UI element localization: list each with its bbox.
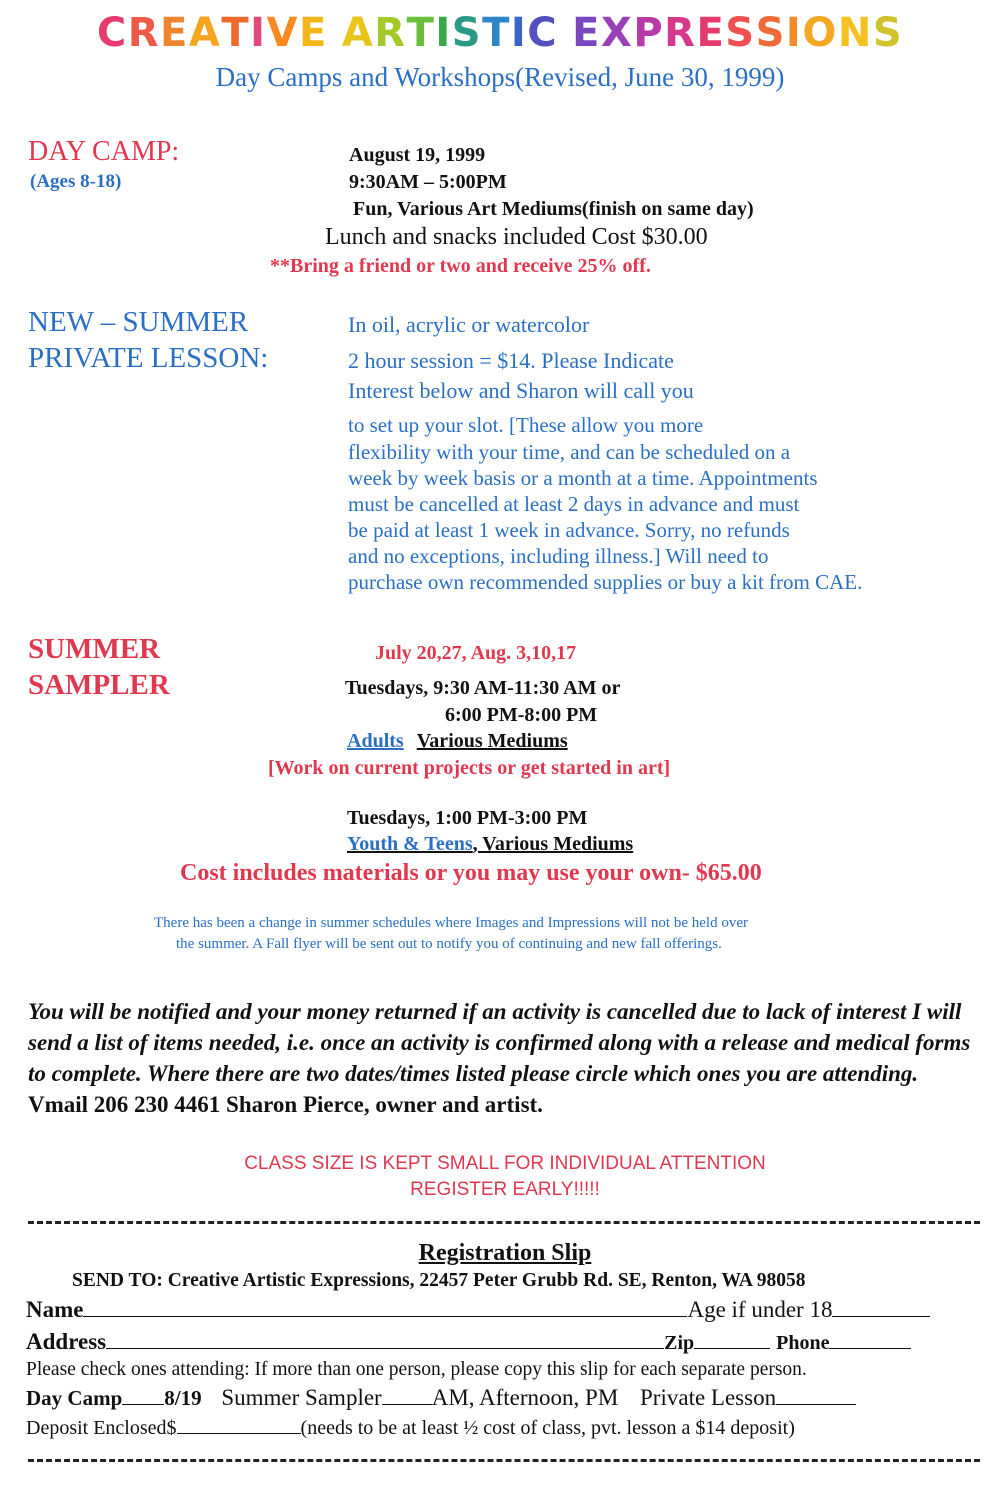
registration-sampler-options: AM, Afternoon, PM (431, 1385, 619, 1410)
registration-private-lesson-label: Private Lesson (640, 1385, 777, 1410)
flyer-subtitle: Day Camps and Workshops(Revised, June 30, 1999) (215, 62, 785, 92)
registration-title: Registration Slip (418, 1240, 592, 1266)
policy-paragraph (28, 996, 978, 1120)
private-lesson-line: Interest below and Sharon will call you (348, 378, 694, 403)
sampler-youth: Youth & Teens (347, 833, 473, 855)
private-lesson-label-2: PRIVATE LESSON: (28, 342, 269, 374)
sampler-youth-line (347, 833, 633, 856)
private-lesson-label-1: NEW – SUMMER (28, 306, 249, 338)
private-lesson-line: In oil, acrylic or watercolor (348, 312, 590, 337)
private-lesson-line: must be cancelled at least 2 days in advance and must (348, 492, 800, 516)
private-lesson-line: and no exceptions, including illness.] Will need to (348, 544, 769, 568)
sampler-adults-note: [Work on current projects or get started in art] (268, 757, 671, 779)
policy-text: You will be notified and your money returned if an activity is cancelled due to lack of interest I will send a list of items needed, i.e. once an activity is confirmed along with a release and medical forms to complete. Where there are two dates/times listed please circle which ones you are attending. (28, 999, 971, 1086)
registration-options-row (26, 1385, 856, 1411)
cut-line-top (28, 1221, 980, 1224)
sampler-youth-time: Tuesdays, 1:00 PM-3:00 PM (347, 807, 588, 829)
registration-deposit-label: Deposit Enclosed$ (26, 1417, 177, 1439)
phone-field[interactable] (829, 1331, 911, 1349)
class-size-note: CLASS SIZE IS KEPT SMALL FOR INDIVIDUAL ATTENTION (244, 1153, 766, 1174)
sampler-label-1: SUMMER (28, 633, 161, 665)
sampler-label-2: SAMPLER (28, 669, 170, 701)
registration-instructions: Please check ones attending: If more than one person, please copy this slip for each separate person. (26, 1359, 807, 1380)
private-lesson-line: purchase own recommended supplies or buy a kit from CAE. (348, 570, 863, 594)
sampler-youth-mediums: , Various Mediums (472, 833, 634, 855)
day-camp-label: DAY CAMP: (28, 136, 180, 167)
sampler-dates: July 20,27, Aug. 3,10,17 (375, 642, 577, 664)
private-lesson-line: to set up your slot. [These allow you more (348, 413, 704, 437)
private-lesson-line: week by week basis or a month at a time. Appointments (348, 466, 818, 490)
registration-day-camp-date: 8/19 (164, 1386, 202, 1410)
private-lesson-line: flexibility with your time, and can be scheduled on a (348, 440, 791, 464)
policy-contact: Vmail 206 230 4461 Sharon Pierce, owner and artist. (28, 1092, 543, 1117)
registration-address-row (26, 1329, 911, 1355)
private-lesson-line: 2 hour session = $14. Please Indicate (348, 348, 674, 373)
flyer-title: CREATIVE ARTISTIC EXPRESSIONS (96, 10, 904, 56)
day-camp-lunch-cost: Lunch and snacks included Cost $30.00 (325, 224, 708, 250)
registration-phone-label: Phone (776, 1332, 830, 1354)
name-field[interactable] (83, 1299, 687, 1317)
day-camp-time: 9:30AM – 5:00PM (349, 171, 507, 193)
registration-name-row (26, 1297, 930, 1323)
notice-line-2: the summer. A Fall flyer will be sent out to notify you of continuing and new fall offerings. (176, 936, 722, 952)
sampler-times-2: 6:00 PM-8:00 PM (445, 704, 598, 726)
registration-deposit-row (26, 1416, 795, 1440)
sampler-adults-mediums: Various Mediums (416, 730, 568, 752)
register-early-note: REGISTER EARLY!!!!! (410, 1179, 600, 1200)
registration-age-label: Age if under 18 (687, 1297, 833, 1322)
notice-line-1: There has been a change in summer schedules where Images and Impressions will not be held over (154, 915, 748, 931)
sampler-adults-line (347, 730, 568, 753)
registration-day-camp-label: Day Camp (26, 1386, 123, 1410)
address-field[interactable] (106, 1331, 664, 1349)
day-camp-description: Fun, Various Art Mediums(finish on same day) (353, 198, 754, 220)
age-field[interactable] (832, 1299, 930, 1317)
registration-send-to: SEND TO: Creative Artistic Expressions, 22457 Peter Grubb Rd. SE, Renton, WA 98058 (72, 1270, 806, 1291)
sampler-adults: Adults (347, 730, 404, 752)
day-camp-ages: (Ages 8-18) (30, 171, 122, 192)
registration-sampler-label: Summer Sampler (221, 1385, 382, 1410)
sampler-cost: Cost includes materials or you may use your own- $65.00 (180, 860, 762, 886)
private-lesson-checkbox[interactable] (776, 1387, 856, 1405)
registration-address-label: Address (26, 1329, 107, 1354)
registration-deposit-note: (needs to be at least ½ cost of class, pvt. lesson a $14 deposit) (300, 1417, 795, 1439)
registration-zip-label: Zip (664, 1332, 695, 1354)
sampler-checkbox[interactable] (382, 1387, 432, 1405)
registration-name-label: Name (26, 1297, 84, 1322)
day-camp-date: August 19, 1999 (349, 144, 486, 166)
zip-field[interactable] (694, 1331, 770, 1349)
deposit-field[interactable] (177, 1416, 301, 1434)
sampler-times-1: Tuesdays, 9:30 AM-11:30 AM or (345, 677, 621, 699)
private-lesson-line: be paid at least 1 week in advance. Sorry, no refunds (348, 518, 790, 542)
day-camp-promo: **Bring a friend or two and receive 25% off. (270, 255, 651, 277)
cut-line-bottom (28, 1459, 980, 1462)
day-camp-checkbox[interactable] (122, 1387, 164, 1405)
